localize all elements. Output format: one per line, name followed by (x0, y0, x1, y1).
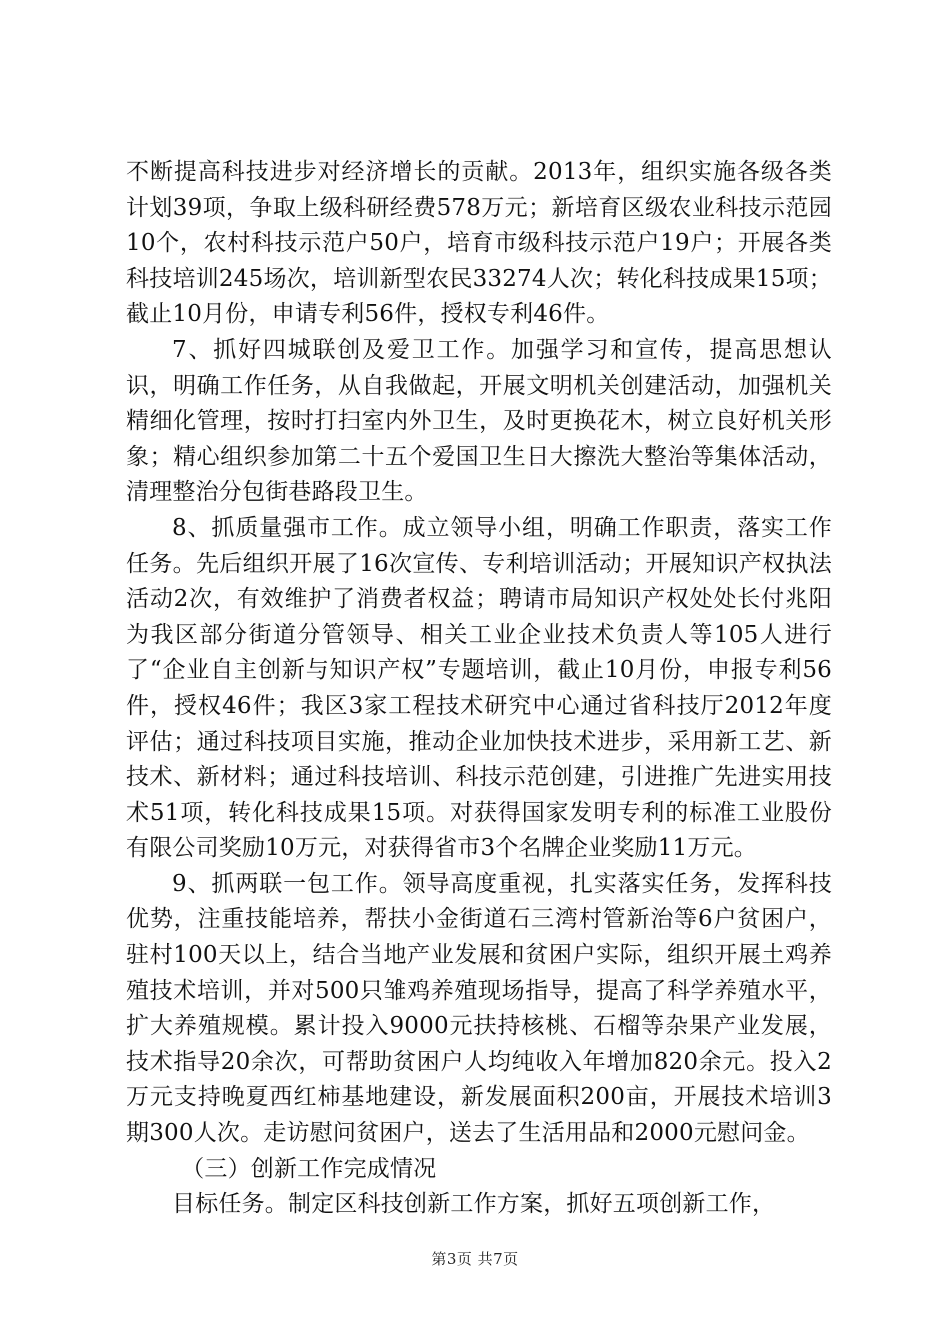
paragraph-item-7: 7、抓好四城联创及爱卫工作。加强学习和宣传，提高思想认识，明确工作任务，从自我做起，开展文明机关创建活动，加强机关精细化管理，按时打扫室内外卫生，及时更换花木，树立良好机关形象；精心组织参加第二十五个爱国卫生日大擦洗大整治等集体活动，清理整治分包街巷路段卫生。 (126, 336, 832, 506)
paragraph-item-9: 9、抓两联一包工作。领导高度重视，扎实落实任务，发挥科技优势，注重技能培养，帮扶小金街道石三湾村管新治等6户贫困户，驻村100天以上，结合当地产业发展和贫困户实际，组织开展土鸡养殖技术培训，并对500只雏鸡养殖现场指导，提高了科学养殖水平，扩大养殖规模。累计投入9000元扶持核桃、石榴等杂果产业发展，技术指导20余次，可帮助贫困户人均纯收入年增加820余元。投入2万元支持晚夏西红柿基地建设，新发展面积200亩，开展技术培训3期300人次。走访慰问贫困户，送去了生活用品和2000元慰问金。 (126, 870, 832, 1147)
paragraph-targets: 目标任务。制定区科技创新工作方案，抓好五项创新工作， (172, 1191, 776, 1218)
section-heading: （三）创新工作完成情况 (181, 1155, 437, 1182)
document-body (126, 155, 832, 1223)
paragraph-item-8: 8、抓质量强市工作。成立领导小组，明确工作职责，落实工作任务。先后组织开展了16次宣传、专利培训活动；开展知识产权执法活动2次，有效维护了消费者权益；聘请市局知识产权处处长付兆阳为我区部分街道分管领导、相关工业企业技术负责人等105人进行了“企业自主创新与知识产权”专题培训，截止10月份，申报专利56件，授权46件；我区3家工程技术研究中心通过省科技厅2012年度评估；通过科技项目实施，推动企业加快技术进步，采用新工艺、新技术、新材料；通过科技培训、科技示范创建，引进推广先进实用技术51项，转化科技成果15项。对获得国家发明专利的标准工业股份有限公司奖励10万元，对获得省市3个名牌企业奖励11万元。 (126, 514, 832, 862)
paragraph-continuation: 不断提高科技进步对经济增长的贡献。2013年，组织实施各级各类计划39项，争取上级科研经费578万元；新培育区级农业科技示范园10个，农村科技示范户50户，培育市级科技示范户19户；开展各类科技培训245场次，培训新型农民33274人次；转化科技成果15项；截止10月份，申请专利56件，授权专利46件。 (126, 159, 832, 328)
page-number-footer: 第3页 共7页 (431, 1250, 519, 1268)
